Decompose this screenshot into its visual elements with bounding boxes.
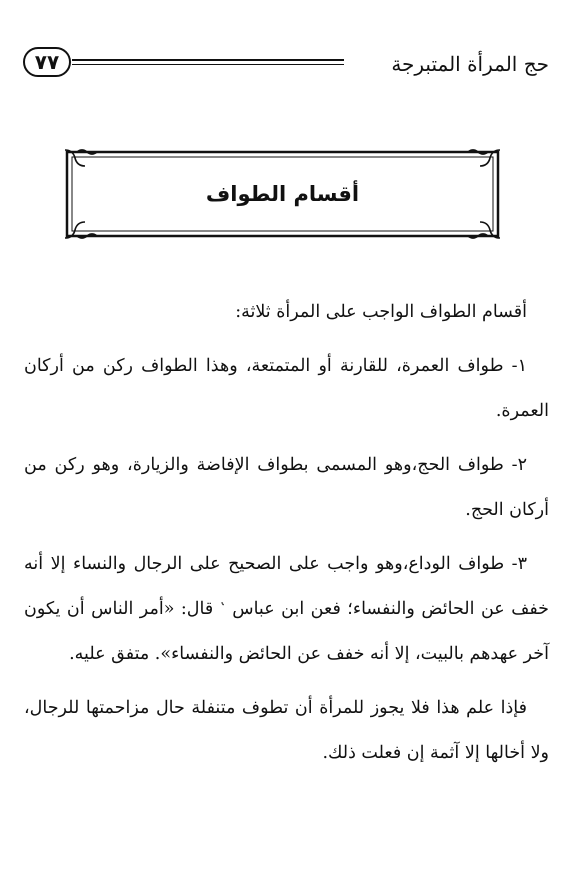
body-text: [24, 290, 549, 785]
page-header: [0, 0, 571, 110]
paragraph-intro: أقسام الطواف الواجب على المرأة ثلاثة:: [235, 302, 527, 322]
header-rule-thick: [72, 59, 344, 61]
paragraph-item-1: ١- طواف العمرة، للقارنة أو المتمتعة، وهذا الطواف ركن من أركان العمرة.: [24, 356, 549, 421]
section-title: أقسام الطواف: [205, 182, 360, 206]
section-title-frame: [63, 148, 502, 240]
paragraph-conclusion: فإذا علم هذا فلا يجوز للمرأة أن تطوف متنفلة حال مزاحمتها للرجال، ولا أخالها إلا آثمة إن فعلت ذلك.: [24, 698, 549, 763]
paragraph-item-3: ٣- طواف الوداع،وهو واجب على الصحيح على الرجال والنساء إلا أنه خفف عن الحائض والنفساء؛ فعن ابن عباس ﮽ قال: «أمر الناس أن يكون آخر عهدهم بالبيت، إلا أنه خفف عن الحائض والنفساء». متفق عليه.: [24, 554, 549, 664]
paragraph-item-2: ٢- طواف الحج،وهو المسمى بطواف الإفاضة والزيارة، وهو ركن من أركان الحج.: [24, 455, 549, 520]
page-number: ٧٧: [23, 47, 71, 77]
header-rule-thin: [72, 64, 344, 65]
running-title: حج المرأة المتبرجة: [391, 52, 549, 76]
header-rule: [72, 58, 344, 68]
